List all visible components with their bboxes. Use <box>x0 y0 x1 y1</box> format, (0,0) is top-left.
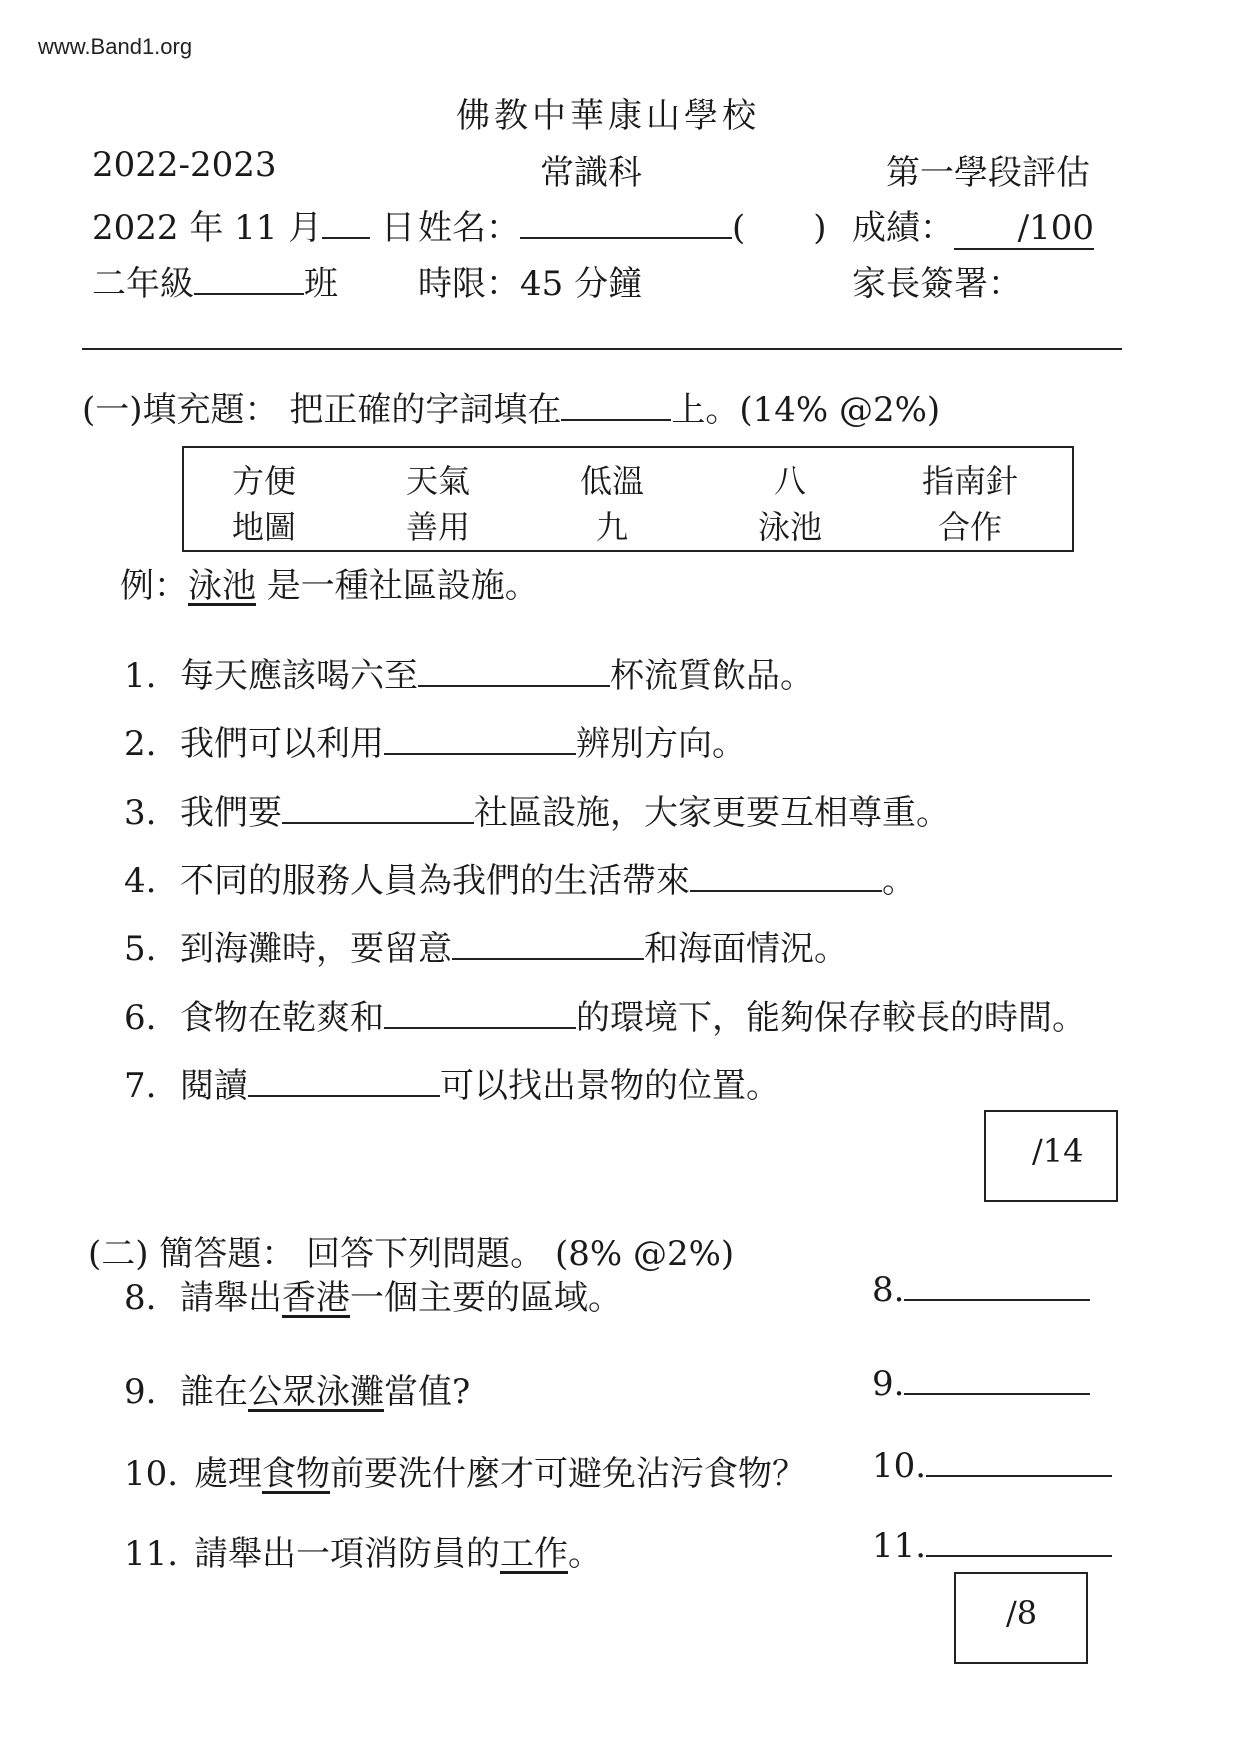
short-question <box>124 1270 622 1319</box>
question-text: 閱讀 <box>180 1066 248 1106</box>
name-blank[interactable] <box>520 237 732 239</box>
section1-title-a: (一)填充題： 把正確的字詞填在 <box>82 390 562 430</box>
section2-score-box <box>954 1572 1088 1664</box>
day-blank[interactable] <box>322 237 370 239</box>
fill-question <box>124 648 814 697</box>
question-number: 3. <box>124 793 157 833</box>
word-bank <box>182 446 1074 552</box>
answer-number: 10. <box>872 1446 927 1486</box>
question-number: 8. <box>124 1278 157 1318</box>
grade-label: 二年級 <box>92 264 194 304</box>
question-text: 誰在 <box>180 1372 248 1412</box>
answer-blank[interactable] <box>248 1095 440 1097</box>
score-total: /100 <box>1017 208 1094 248</box>
assessment-name: 第一學段評估 <box>886 153 1090 193</box>
parent-signature-label: 家長簽署： <box>852 264 1022 304</box>
answer-blank[interactable] <box>384 753 576 755</box>
question-text: 社區設施，大家更要互相尊重。 <box>474 793 950 833</box>
answer-blank[interactable] <box>690 890 882 892</box>
question-text: 每天應該喝六至 <box>180 656 418 696</box>
short-question <box>124 1364 470 1413</box>
question-text: 到海灘時，要留意 <box>180 929 452 969</box>
question-text: 請舉出一項消防員的 <box>194 1534 500 1574</box>
section1-title <box>82 382 940 431</box>
school-year: 2022-2023 <box>92 145 277 185</box>
section2-title: (二) 簡答題： 回答下列問題。 (8% @2%) <box>88 1234 735 1274</box>
question-number: 6. <box>124 998 157 1038</box>
question-text: 杯流質飲品。 <box>610 656 814 696</box>
fill-question <box>124 785 950 834</box>
school-name: 佛教中華康山學校 <box>456 96 760 136</box>
question-text: 可以找出景物的位置。 <box>440 1066 780 1106</box>
score-label: 成績： <box>852 208 954 248</box>
question-text: 一個主要的區域。 <box>350 1278 622 1318</box>
short-question <box>124 1446 806 1495</box>
word-bank-item: 指南針 <box>921 462 1018 500</box>
question-keyword: 食物 <box>262 1454 330 1494</box>
example-prefix: 例： <box>120 566 188 606</box>
answer-line <box>872 1364 1090 1404</box>
class-blank[interactable] <box>194 293 304 295</box>
question-keyword: 香港 <box>282 1278 350 1318</box>
example-rest: 是一種社區設施。 <box>256 566 539 606</box>
fill-question <box>124 990 1086 1039</box>
example-line <box>120 558 539 607</box>
question-number: 2. <box>124 724 157 764</box>
word-bank-item: 低溫 <box>579 462 644 500</box>
time-limit: 時限：45 分鐘 <box>418 264 643 304</box>
subject: 常識科 <box>540 153 642 193</box>
question-text: 前要洗什麼才可避免沾污食物？ <box>330 1454 806 1494</box>
question-text: 請舉出 <box>180 1278 282 1318</box>
question-number: 5. <box>124 929 157 969</box>
question-number: 4. <box>124 861 157 901</box>
question-text: 辨別方向。 <box>576 724 746 764</box>
answer-blank[interactable] <box>904 1299 1090 1301</box>
answer-number: 9. <box>872 1364 905 1404</box>
fill-question <box>124 921 848 970</box>
answer-blank[interactable] <box>926 1475 1112 1477</box>
answer-blank[interactable] <box>418 685 610 687</box>
question-text: 當值? <box>384 1372 471 1412</box>
question-text: 。 <box>882 861 916 901</box>
question-text: 我們可以利用 <box>180 724 384 764</box>
question-text: 不同的服務人員為我們的生活帶來 <box>180 861 690 901</box>
answer-number: 8. <box>872 1270 905 1310</box>
question-text: 。 <box>568 1534 602 1574</box>
question-text: 食物在乾爽和 <box>180 998 384 1038</box>
question-text: 我們要 <box>180 793 282 833</box>
short-question <box>124 1526 602 1575</box>
answer-blank[interactable] <box>452 958 644 960</box>
fill-question <box>124 853 916 902</box>
question-keyword: 公眾泳灘 <box>248 1372 384 1412</box>
score-field <box>852 200 1094 250</box>
answer-blank[interactable] <box>384 1027 576 1029</box>
score-blank <box>954 208 1094 250</box>
fill-question <box>124 1058 780 1107</box>
header-divider <box>82 348 1122 350</box>
word-bank-item: 合作 <box>937 508 1002 546</box>
date-day: 日 <box>381 208 416 248</box>
word-bank-item: 天氣 <box>405 462 470 500</box>
question-text: 和海面情況。 <box>644 929 848 969</box>
section1-title-b: 上。(14% @2%) <box>671 390 941 430</box>
word-bank-item: 方便 <box>231 462 296 500</box>
class-number-paren: ( ) <box>732 208 827 248</box>
word-bank-item: 泳池 <box>757 508 822 546</box>
date-line <box>92 200 415 249</box>
date-prefix: 2022 年 11 月 <box>92 208 323 248</box>
word-bank-item: 八 <box>773 462 806 500</box>
question-number: 1. <box>124 656 157 696</box>
section1-score: /14 <box>1032 1132 1084 1170</box>
answer-blank[interactable] <box>926 1555 1112 1557</box>
question-number: 7. <box>124 1066 157 1106</box>
grade-line <box>92 256 338 305</box>
word-bank-item: 地圖 <box>231 508 296 546</box>
word-bank-item: 九 <box>595 508 628 546</box>
section1-title-blank <box>561 419 671 421</box>
answer-blank[interactable] <box>282 822 474 824</box>
name-label: 姓名： <box>418 208 520 248</box>
question-text: 的環境下，能夠保存較長的時間。 <box>576 998 1086 1038</box>
example-answer: 泳池 <box>188 566 256 606</box>
word-bank-item: 善用 <box>405 508 470 546</box>
answer-number: 11. <box>872 1526 927 1566</box>
answer-line <box>872 1526 1112 1566</box>
watermark: www.Band1.org <box>38 34 193 59</box>
answer-blank[interactable] <box>904 1393 1090 1395</box>
question-number: 10. <box>124 1454 179 1494</box>
name-field <box>418 200 827 249</box>
question-text: 處理 <box>194 1454 262 1494</box>
class-label: 班 <box>304 264 338 304</box>
section2-score: /8 <box>1006 1594 1038 1632</box>
fill-question <box>124 716 746 765</box>
answer-line <box>872 1270 1090 1310</box>
answer-line <box>872 1446 1112 1486</box>
question-keyword: 工作 <box>500 1534 568 1574</box>
section1-score-box <box>984 1110 1118 1202</box>
question-number: 11. <box>124 1534 179 1574</box>
question-number: 9. <box>124 1372 157 1412</box>
